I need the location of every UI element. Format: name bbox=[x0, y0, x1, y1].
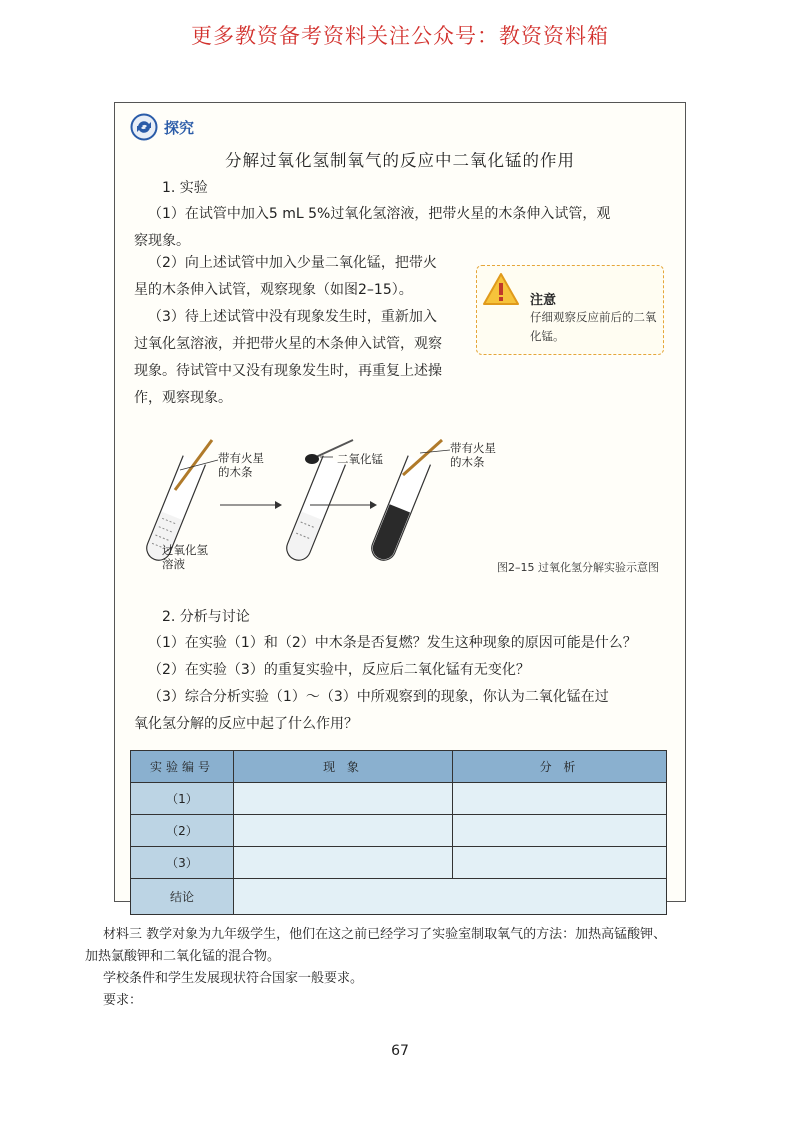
row-label: （3） bbox=[131, 847, 234, 879]
step3-line3: 现象。待试管中又没有现象发生时，再重复上述操 bbox=[134, 363, 442, 379]
table-row bbox=[131, 815, 667, 847]
experiment-title: 分解过氧化氢制氧气的反应中二氧化锰的作用 bbox=[225, 151, 575, 170]
page-number: 67 bbox=[391, 1043, 409, 1059]
mno2-powder bbox=[305, 454, 319, 464]
test-tube-2 bbox=[283, 456, 345, 564]
material-line1: 材料三 教学对象为九年级学生，他们在这之前已经学习了实验室制取氧气的方法：加热高锰酸钾、 bbox=[103, 927, 667, 942]
label-splint-3: 带有火星的木条 bbox=[450, 441, 496, 469]
material-paragraph bbox=[85, 924, 723, 968]
analysis-cell[interactable] bbox=[453, 815, 667, 847]
step1-line2: 察现象。 bbox=[134, 233, 190, 249]
figure-caption: 图2–15 过氧化氢分解实验示意图 bbox=[497, 561, 659, 574]
question-2: （2）在实验（3）的重复实验中，反应后二氧化锰有无变化？ bbox=[148, 662, 530, 678]
step3-text bbox=[134, 304, 478, 412]
explore-tag-label: 探究 bbox=[164, 118, 195, 137]
question-3-line1: （3）综合分析实验（1）～（3）中所观察到的现象，你认为二氧化锰在过 bbox=[148, 689, 609, 705]
question-3 bbox=[134, 684, 673, 738]
table-row bbox=[131, 783, 667, 815]
label-mno2: 二氧化锰 bbox=[337, 452, 383, 466]
phenomenon-cell[interactable] bbox=[234, 815, 453, 847]
step3-line2: 过氧化氢溶液，并把带火星的木条伸入试管，观察 bbox=[134, 336, 442, 352]
section-experiment-heading: 1. 实验 bbox=[162, 180, 208, 196]
header-banner: 更多教资备考资料关注公众号：教资资料箱 bbox=[191, 24, 609, 48]
note-text: 仔细观察反应前后的二氧化锰。 bbox=[530, 310, 657, 343]
analysis-cell[interactable] bbox=[453, 847, 667, 879]
warning-icon bbox=[482, 272, 520, 306]
explore-icon bbox=[130, 113, 158, 141]
section-analysis-heading: 2. 分析与讨论 bbox=[162, 609, 250, 625]
step2-text bbox=[134, 250, 478, 304]
phenomenon-cell[interactable] bbox=[234, 847, 453, 879]
conclusion-cell[interactable] bbox=[234, 879, 667, 915]
step3-line4: 作，观察现象。 bbox=[134, 390, 232, 406]
row-label: （1） bbox=[131, 783, 234, 815]
col-analysis: 分 析 bbox=[453, 751, 667, 783]
col-phenomenon: 现 象 bbox=[234, 751, 453, 783]
test-tube-3 bbox=[368, 456, 430, 564]
analysis-cell[interactable] bbox=[453, 783, 667, 815]
question-3-line2: 氧化氢分解的反应中起了什么作用？ bbox=[134, 716, 358, 732]
record-table bbox=[130, 750, 667, 915]
step2-line2: 星的木条伸入试管，观察现象（如图2–15）。 bbox=[134, 282, 413, 298]
step1-text bbox=[134, 201, 668, 255]
conclusion-row bbox=[131, 879, 667, 915]
table-row bbox=[131, 847, 667, 879]
question-1: （1）在实验（1）和（2）中木条是否复燃？发生这种现象的原因可能是什么？ bbox=[148, 635, 637, 651]
table-header-row bbox=[131, 751, 667, 783]
phenomenon-cell[interactable] bbox=[234, 783, 453, 815]
requirements-label: 要求： bbox=[103, 993, 143, 1008]
note-title: 注意 bbox=[530, 293, 557, 308]
explore-tag bbox=[130, 113, 194, 141]
material-line2: 加热氯酸钾和二氧化锰的混合物。 bbox=[85, 949, 281, 964]
step1-line1: （1）在试管中加入5 mL 5%过氧化氢溶液，把带火星的木条伸入试管，观 bbox=[148, 206, 611, 222]
label-h2o2-solution: 过氧化氢溶液 bbox=[162, 543, 208, 571]
step2-line1: （2）向上述试管中加入少量二氧化锰，把带火 bbox=[148, 255, 437, 271]
step3-line1: （3）待上述试管中没有现象发生时，重新加入 bbox=[148, 309, 437, 325]
label-splint-1: 带有火星的木条 bbox=[218, 451, 264, 479]
conclusion-label: 结论 bbox=[131, 879, 234, 915]
col-experiment-no: 实验编号 bbox=[131, 751, 234, 783]
school-conditions: 学校条件和学生发展现状符合国家一般要求。 bbox=[103, 971, 364, 986]
row-label: （2） bbox=[131, 815, 234, 847]
